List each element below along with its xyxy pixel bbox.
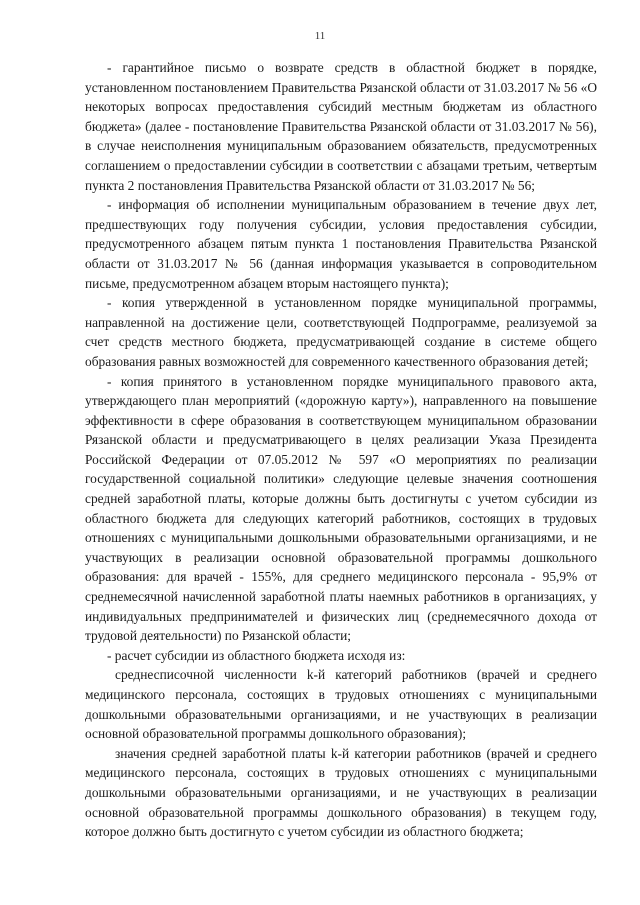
page-number: 11 xyxy=(314,30,326,42)
paragraph-headcount: среднесписочной численности k-й категорий работников (врачей и среднего медицинского персонала, состоящих в трудовых отношениях с муниципальными дошкольными образовательными организациями, и не участвующих в реализации основной образовательной программы дошкольного образования); xyxy=(85,667,597,742)
paragraph-legal-act-copy: - копия принятого в установленном порядке муниципального правового акта, утверждающего план мероприятий («дорожную карту»), направленного на повышение эффективности в сфере образования в соответствующем муниципальном образовании Рязанской области и предусматривающего в целях реализации Указа Президента Российской Федерации от 07.05.2012 № 597 «О мероприятиях по реализации государственной социальной политики» следующие целевые значения соотношения средней заработной платы, которые должны быть достигнуты с учетом субсидии из областного бюджета для следующих категорий работников, состоящих в трудовых отношениях с муниципальными дошкольными образовательными организациями, и не участвующих в реализации основной образовательной программы дошкольного образования: для врачей - 155%, для среднего медицинского персонала - 95,9% от среднемесячной начисленной заработной платы наемных работников в организациях, у индивидуальных предпринимателей и физических лиц (среднемесячного дохода от трудовой деятельности) по Рязанской области; xyxy=(85,373,597,644)
paragraph-guarantee-letter: - гарантийное письмо о возврате средств в областной бюджет в порядке, установленном постановлением Правительства Рязанской области от 31.03.2017 № 56 «О некоторых вопросах предоставления субсидий местным бюджетам из областного бюджета» (далее - постановление Правительства Рязанской области от 31.03.2017 № 56), в случае неисполнения муниципальным образованием обязательств, предусмотренных соглашением о предоставлении субсидии в соответствии с абзацами третьим, четвертым пункта 2 постановления Правительства Рязанской области от 31.03.2017 № 56; xyxy=(85,60,597,193)
paragraph-average-salary: значения средней заработной платы k-й категории работников (врачей и среднего медицинского персонала, состоящих в трудовых отношениях с муниципальными дошкольными образовательными организациями, и не участвующих в реализации основной образовательной программы дошкольного образования) в текущем году, которое должно быть достигнуто с учетом субсидии из областного бюджета; xyxy=(85,745,597,840)
document-body xyxy=(85,58,597,842)
paragraph-program-copy: - копия утвержденной в установленном порядке муниципальной программы, направленной на достижение цели, соответствующей Подпрограмме, реализуемой за счет средств местного бюджета, предусматривающей создание в системе общего образования равных возможностей для современного качественного образования детей; xyxy=(85,295,597,369)
paragraph-execution-info: - информация об исполнении муниципальным образованием в течение двух лет, предшествующих году получения субсидии, условия предоставления субсидии, предусмотренного абзацем пятым пункта 1 постановления Правительства Рязанской области от 31.03.2017 № 56 (данная информация указывается в сопроводительном письме, предусмотренном абзацем вторым настоящего пункта); xyxy=(85,197,597,291)
paragraph-subsidy-calculation: - расчет субсидии из областного бюджета исходя из: xyxy=(107,647,406,663)
